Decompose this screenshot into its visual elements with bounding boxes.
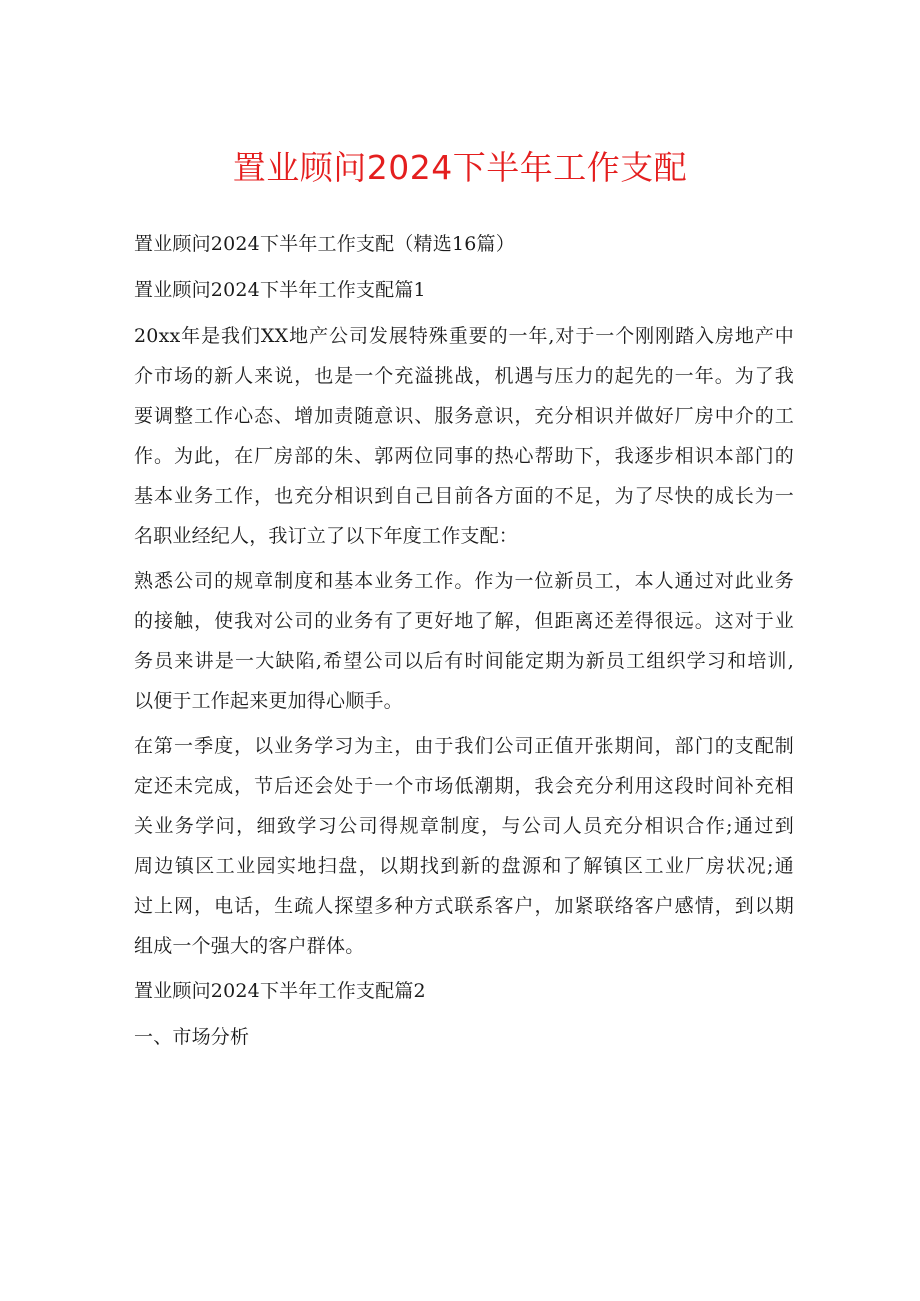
paragraph-line: 的接触，使我对公司的业务有了更好地了解，但距离还差得很远。这对于业 xyxy=(134,610,794,632)
document-body xyxy=(134,224,794,1063)
paragraph-line: 组成一个强大的客户群体。 xyxy=(134,935,365,957)
paragraph-line: 名职业经纪人，我订立了以下年度工作支配： xyxy=(134,525,519,547)
paragraph-3 xyxy=(134,726,794,966)
paragraph-line: 作。为此，在厂房部的朱、郭两位同事的热心帮助下，我逐步相识本部门的 xyxy=(134,445,794,467)
paragraph-line: 定还未完成，节后还会处于一个市场低潮期，我会充分利用这段时间补充相 xyxy=(134,775,794,797)
paragraph-line: 周边镇区工业园实地扫盘，以期找到新的盘源和了解镇区工业厂房状况;通 xyxy=(134,855,794,877)
paragraph-line: 过上网，电话，生疏人探望多种方式联系客户，加紧联络客户感情，到以期 xyxy=(134,895,794,917)
paragraph-line: 在第一季度，以业务学习为主，由于我们公司正值开张期间，部门的支配制 xyxy=(134,735,794,757)
paragraph-line: 要调整工作心态、增加责随意识、服务意识，充分相识并做好厂房中介的工 xyxy=(134,405,794,427)
section-heading-2: 置业顾问2024下半年工作支配篇2 xyxy=(134,980,426,1002)
document-subtitle: 置业顾问2024下半年工作支配（精选16篇） xyxy=(134,233,515,255)
paragraph-line: 基本业务工作，也充分相识到自己目前各方面的不足，为了尽快的成长为一 xyxy=(134,485,794,507)
subsection-heading: 一、市场分析 xyxy=(134,1026,250,1048)
paragraph-line: 务员来讲是一大缺陷,希望公司以后有时间能定期为新员工组织学习和培训, xyxy=(134,650,794,672)
section-heading-1: 置业顾问2024下半年工作支配篇1 xyxy=(134,279,426,301)
paragraph-1 xyxy=(134,316,794,556)
paragraph-line: 关业务学问，细致学习公司得规章制度，与公司人员充分相识合作;通过到 xyxy=(134,815,794,837)
paragraph-line: 介市场的新人来说，也是一个充溢挑战，机遇与压力的起先的一年。为了我 xyxy=(134,365,794,387)
document-title: 置业顾问2024下半年工作支配 xyxy=(232,148,688,187)
paragraph-2 xyxy=(134,561,794,721)
paragraph-line: 熟悉公司的规章制度和基本业务工作。作为一位新员工，本人通过对此业务 xyxy=(134,570,794,592)
paragraph-line: 以便于工作起来更加得心顺手。 xyxy=(134,690,403,712)
paragraph-line: 20xx年是我们XX地产公司发展特殊重要的一年,对于一个刚刚踏入房地产中 xyxy=(134,325,794,347)
